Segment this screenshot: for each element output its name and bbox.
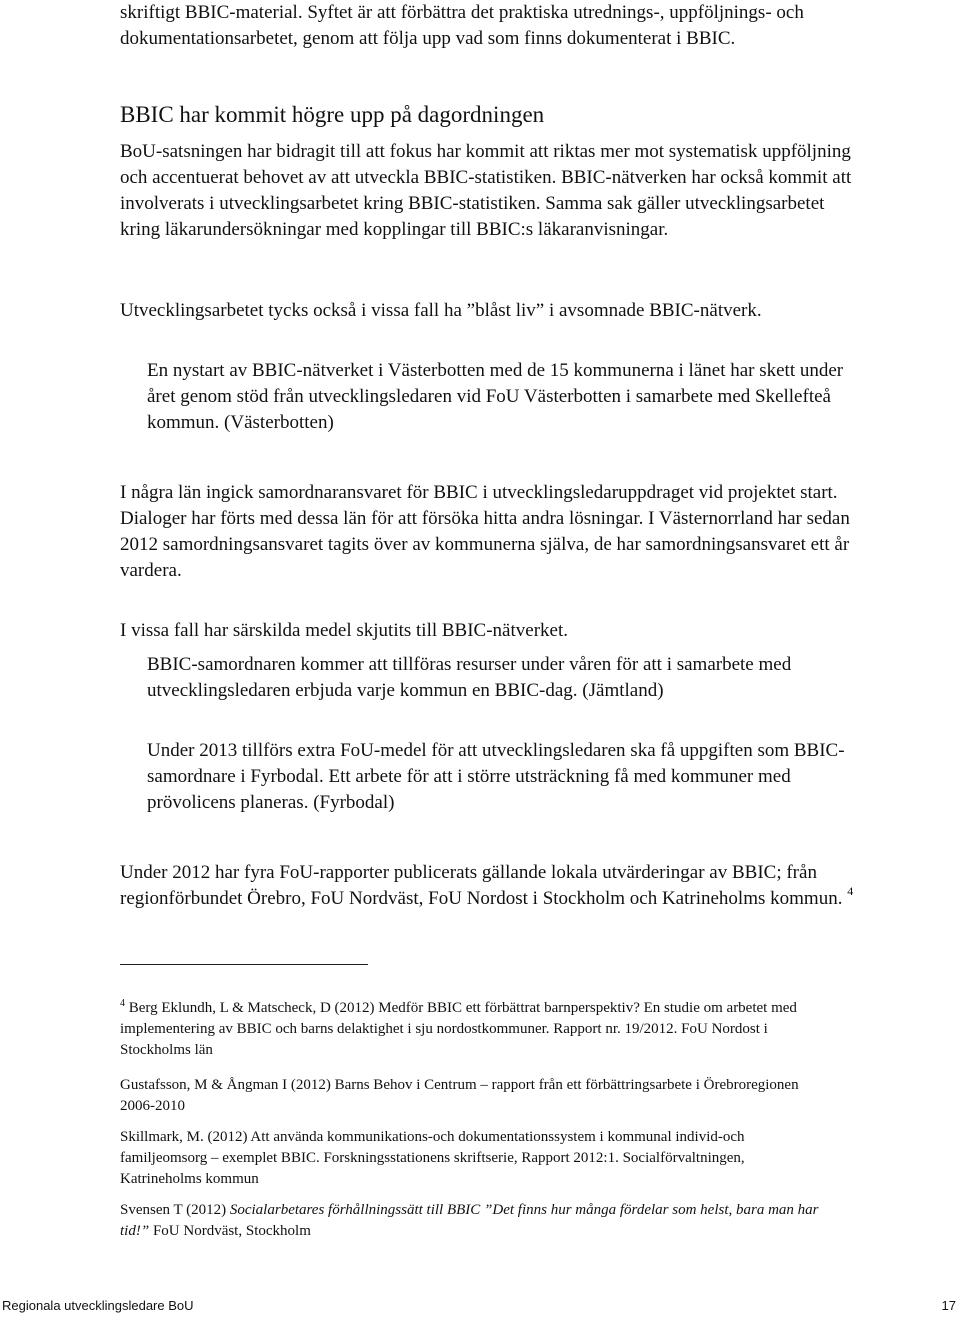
footnote-2: Gustafsson, M & Ångman I (2012) Barns Behov i Centrum – rapport från ett förbättringsarbete i Örebroregionen 2006-2010 xyxy=(120,1077,799,1114)
footer-document-title: Regionala utvecklingsledare BoU xyxy=(2,1298,194,1313)
footnote-1 xyxy=(120,998,820,1061)
body-paragraph-2: Utvecklingsarbetet tycks också i vissa fall ha ”blåst liv” i avsomnade BBIC-nätverk. xyxy=(120,300,762,321)
body-paragraph-3: I några län ingick samordnaransvaret för BBIC i utvecklingsledaruppdraget vid projektet start. Dialoger har förts med dessa län för att försöka hitta andra lösningar. I Västernorrland har sedan 2012 samordningsansvaret tagits över av kommunerna själva, de har samordningsansvaret ett år vardera. xyxy=(120,482,850,581)
body-paragraph-4: I vissa fall har särskilda medel skjutits till BBIC-nätverket. xyxy=(120,620,568,641)
body-paragraph-5-text: Under 2012 har fyra FoU-rapporter publicerats gällande lokala utvärderingar av BBIC; från regionförbundet Örebro, FoU Nordväst, FoU Nordost i Stockholm och Katrineholms kommun. xyxy=(120,862,843,909)
intro-paragraph: skriftigt BBIC-material. Syftet är att förbättra det praktiska utrednings-, uppföljnings- och dokumentationsarbetet, genom att följa upp vad som finns dokumenterat i BBIC. xyxy=(120,2,804,49)
footnote-4-publisher: FoU Nordväst, Stockholm xyxy=(149,1223,311,1239)
section-heading: BBIC har kommit högre upp på dagordningen xyxy=(120,102,545,127)
quote-vasterbotten: En nystart av BBIC-nätverket i Västerbotten med de 15 kommunerna i länet har skett under året genom stöd från utvecklingsledaren vid FoU Västerbotten i samarbete med Skellefteå kommun. (Västerbotten) xyxy=(147,360,844,433)
footnote-number: 4 xyxy=(120,998,125,1009)
footnote-separator xyxy=(120,964,368,965)
footnote-3: Skillmark, M. (2012) Att använda kommunikations-och dokumentationssystem i kommunal individ-och familjeomsorg – exemplet BBIC. Forskningsstationens skriftserie, Rapport 2012:1. Socialförvaltningen, Katrineholms kommun xyxy=(120,1129,745,1187)
body-paragraph-1: BoU-satsningen har bidragit till att fokus har kommit att riktas mer mot systematisk uppföljning och accentuerat behovet av att utveckla BBIC-statistiken. BBIC-nätverken har också kommit att involverats i utvecklingsarbetet kring BBIC-statistiken. Samma sak gäller utvecklingsarbetet kring läkarundersökningar med kopplingar till BBIC:s läkaranvisningar. xyxy=(120,141,852,240)
footnote-1-text: Berg Eklundh, L & Matscheck, D (2012) Medför BBIC ett förbättrat barnperspektiv? En studie om arbetet med implementering av BBIC och barns delaktighet i sju nordostkommuner. Rapport nr. 19/2012. FoU Nordost i Stockholms län xyxy=(120,1000,797,1058)
quote-jamtland: BBIC-samordnaren kommer att tillföras resurser under våren för att i samarbete med utvecklingsledaren erbjuda varje kommun en BBIC-dag. (Jämtland) xyxy=(147,654,792,701)
page-number: 17 xyxy=(941,1298,956,1313)
footnote-reference: 4 xyxy=(847,884,854,898)
footnote-4-title: Socialarbetares förhållningssätt till BBIC ”Det finns hur många fördelar som helst, bara man har tid!” xyxy=(120,1202,819,1239)
quote-fyrbodal: Under 2013 tillförs extra FoU-medel för att utvecklingsledaren ska få uppgiften som BBIC-samordnare i Fyrbodal. Ett arbete för att i större utsträckning få med kommuner med prövolicens planeras. (Fyrbodal) xyxy=(147,740,845,813)
footnote-4 xyxy=(120,1200,820,1242)
footnote-4-author: Svensen T (2012) xyxy=(120,1202,230,1218)
body-paragraph-5 xyxy=(120,860,860,912)
